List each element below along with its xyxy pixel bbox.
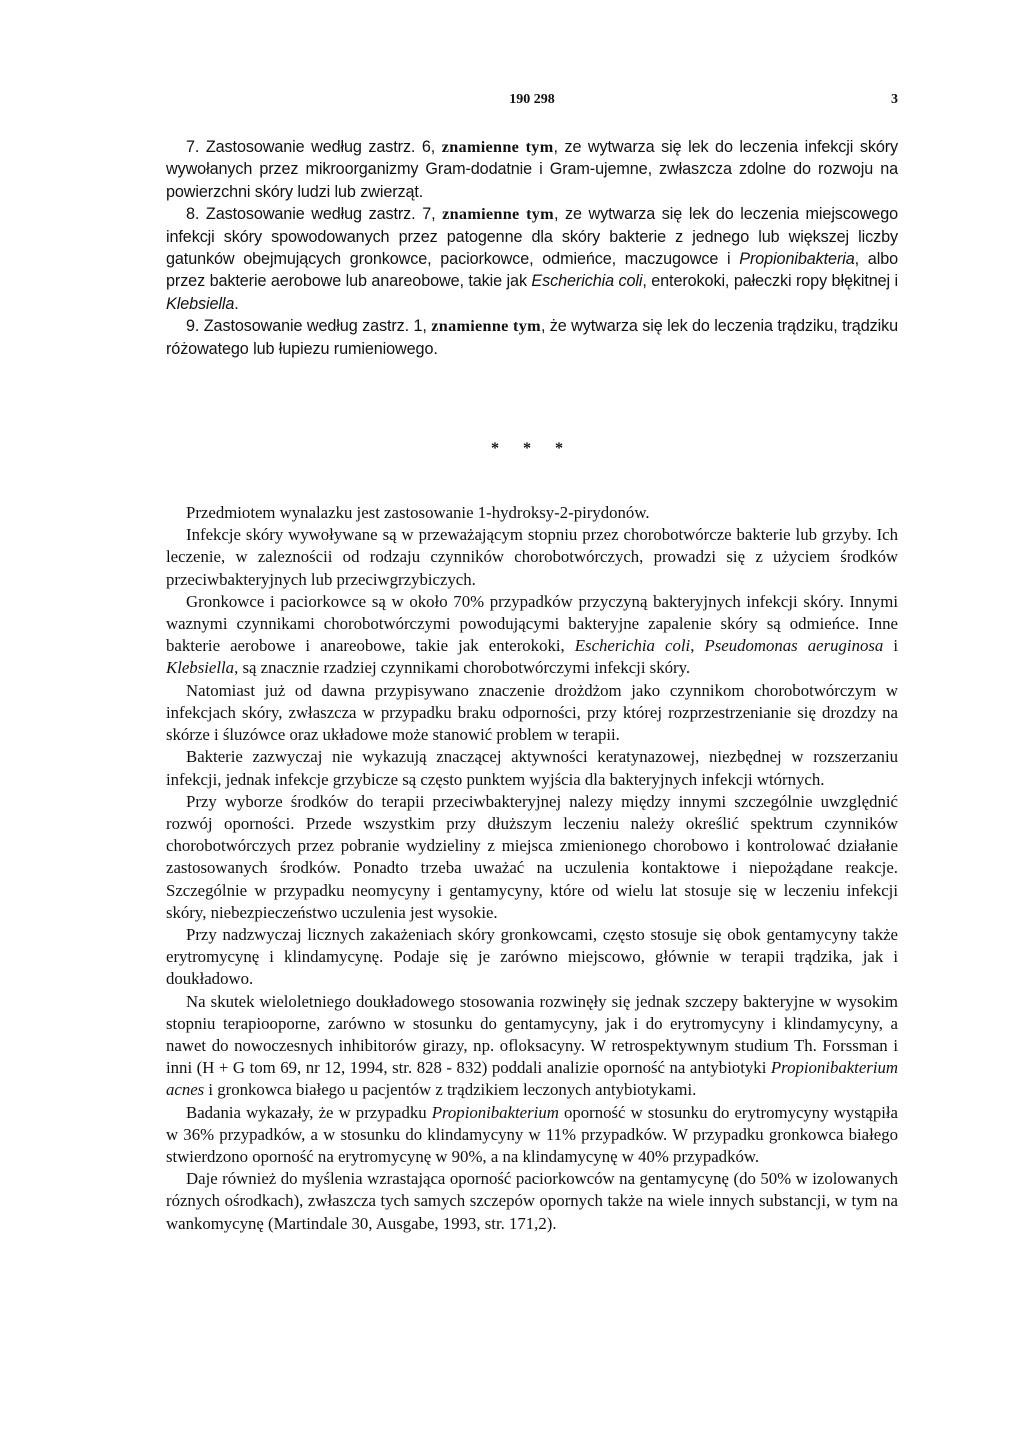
paragraph-3-text: Gronkowce i paciorkowce są w około 70% przypadków przyczyną bakteryjnych infekcji skóry. Innymi waznymi czynnikami chorobotwórczymi powodującymi bakteryjne zapalenie skóry są odmieńce. Inne bakterie aerobowe i anareobowe, takie jak enterokoki, xyxy=(166,591,898,656)
claim-9 xyxy=(166,315,898,360)
claims-section xyxy=(166,136,898,360)
paragraph-9-text-end: oporność w stosunku do erytromycyny wystąpiła w 36% przypadków, a w stosunku do klindamycyny w 11% przypadków. W przypadku gronkowca białego stwierdzono oporność na erytromycynę w 90%, a na klindamycynę w 40% przypadków. xyxy=(166,1102,898,1166)
page-number: 3 xyxy=(891,92,898,107)
paragraph-8-text-end: i gronkowca białego u pacjentów z trądzikiem leczonych antybiotykami. xyxy=(204,1080,697,1100)
paragraph-3-comma: , xyxy=(690,636,705,656)
claim-9-text-cont: , że wytwarza się lek do leczenia trądziku, trądziku różowatego lub łupiezu rumieniowego. xyxy=(166,317,898,358)
paragraph-2: Infekcje skóry wywoływane są w przeważającym stopniu przez chorobotwórcze bakterie lub grzyby. Ich leczenie, w zaleznościi od rodzaju czynników chorobotwórczych, prowadzi się z użyciem środków przeciwbakteryjnych lub przeciwgrzybiczych. xyxy=(166,525,898,589)
paragraph-3-and: i xyxy=(883,636,899,656)
paragraph-8-text: Na skutek wieloletniego doukładowego stosowania rozwinęły się jednak szczepy bakteryjne w wysokim stopniu terapiooporne, zarówno w stosunku do gentamycyny, jak i do erytromycyny i klindamycyny, a nawet do nowoczesnych inhibitorów girazy, np. ofloksacyny. W retrospektywnym studium Th. Forssman i inni (H + G tom 69, nr 12, 1994, str. 828 - 832) poddali analizie oporność na antybiotyki xyxy=(166,991,898,1078)
claim-7-text: 7. Zastosowanie według zastrz. 6, xyxy=(186,138,442,156)
page-header xyxy=(166,92,898,116)
claim-7 xyxy=(166,136,898,203)
claim-8-italic-klebsiella: Klebsiella xyxy=(166,294,235,313)
document-number: 190 298 xyxy=(509,92,555,107)
section-separator: * * * xyxy=(491,440,573,458)
claim-8-text: 8. Zastosowanie według zastrz. 7, xyxy=(186,205,443,224)
claim-8-text-end: . xyxy=(234,294,239,313)
paragraph-9-text: Badania wykazały, że w przypadku xyxy=(186,1102,432,1122)
paragraph-8-italic-propionibakterium-acnes: Propionibakterium acnes xyxy=(166,1058,898,1100)
claim-9-keyword: znamienne tym xyxy=(431,317,541,336)
paragraph-3-italic-pseudomonas: Pseudomonas aeruginosa xyxy=(704,636,884,656)
paragraph-10: Daje również do myślenia wzrastająca oporność paciorkowców na gentamycynę (do 50% w izolowanych róznych ośrodkach), zwłaszcza tych samych szczepów opornych także na wiele innych substancji, w tym na wankomycynę (Martindale 30, Ausgabe, 1993, str. 171,2). xyxy=(166,1169,898,1233)
claim-8 xyxy=(166,203,898,315)
claim-8-text-cont: , ze wytwarza się lek do leczenia miejscowego infekcji skóry spowodowanych przez patogenne dla skóry bakterie z jednego lub większej liczby gatunków obejmujących gronkowce, paciorkowce, odmieńce, maczugowce i xyxy=(166,205,898,269)
claim-8-text-cont-3: , enterokoki, pałeczki ropy błękitnej i xyxy=(642,272,899,291)
claim-7-text-cont: , ze wytwarza się lek do leczenia infekcji skóry wywołanych przez mikroorganizmy Gram-dodatnie i Gram-ujemne, zwłaszcza zdolne do rozwoju na powierzchni skóry ludzi lub zwierząt. xyxy=(166,138,899,201)
paragraph-7: Przy nadzwyczaj licznych zakażeniach skóry gronkowcami, często stosuje się obok gentamycyny także erytromycynę i klindamycynę. Podaje się je zarówno miejscowo, głównie w terapii trądzika, jak i doukładowo. xyxy=(166,924,898,989)
paragraph-3-italic-klebsiella: Klebsiella xyxy=(166,658,235,678)
claim-9-text: 9. Zastosowanie według zastrz. 1, xyxy=(186,317,432,336)
paragraph-3 xyxy=(166,591,898,680)
paragraph-9-italic-propionibakterium: Propionibakterium xyxy=(431,1102,559,1122)
claim-8-keyword: znamienne tym xyxy=(442,205,554,224)
paragraph-9 xyxy=(166,1102,898,1169)
paragraph-6: Przy wyborze środków do terapii przeciwbakteryjnej nalezy między innymi szczególnie uwzględnić rozwój oporności. Przede wszystkim przy dłuższym leczeniu należy określić spektrum czynników chorobotwórczych przez pobranie wydzieliny z miejsca zmienionego chorobowo i kontrolować działanie zastosowanych środków. Ponadto trzeba uważać na uczulenia kontaktowe i niepożądane reakcje. Szczególnie w przypadku neomycyny i gentamycyny, które od wielu lat stosuje się w leczeniu infekcji skóry, niebezpieczeństwo uczulenia jest wysokie. xyxy=(166,791,898,922)
document-page xyxy=(166,92,898,1235)
paragraph-3-italic-escherichia: Escherichia coli xyxy=(574,636,691,656)
paragraph-4: Natomiast już od dawna przypisywano znaczenie drożdżom jako czynnikom chorobotwórczym w infekcjach skóry, zwłaszcza w przypadku braku odporności, przy której rozprzestrzenianie się drozdzy na skórze i śluzówce oraz układowe może stanowić problem w terapii. xyxy=(166,680,898,745)
paragraph-5: Bakterie zazwyczaj nie wykazują znaczącej aktywności keratynazowej, niezbędnej w rozszerzaniu infekcji, jednak infekcje grzybicze są często punktem wyjścia dla bakteryjnych infekcji wtórnych. xyxy=(166,747,898,789)
claim-8-text-cont-2: , albo przez bakterie aerobowe lub anareobowe, takie jak xyxy=(166,250,898,291)
claim-8-italic-propionibakteria: Propionibakteria xyxy=(739,250,855,269)
claim-8-italic-escherichia: Escherichia coli xyxy=(531,272,643,291)
paragraph-3-text-end: , są znacznie rzadziej czynnikami chorobotwórczymi infekcji skóry. xyxy=(234,658,691,678)
claim-7-keyword: znamienne tym xyxy=(441,138,554,156)
paragraph-1: Przedmiotem wynalazku jest zastosowanie 1-hydroksy-2-pirydonów. xyxy=(186,503,650,523)
description-body xyxy=(166,502,898,1235)
paragraph-8 xyxy=(166,991,898,1102)
